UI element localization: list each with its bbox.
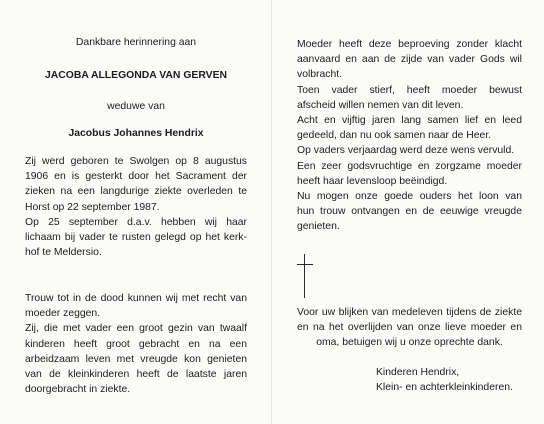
- right-page: [272, 0, 544, 424]
- bio-paragraph: [25, 154, 247, 260]
- widow-label: weduwe van: [107, 101, 165, 112]
- bio-line: Horst op 22 september 1987.: [25, 201, 160, 213]
- main-line: Een zeer godsvruchtige en zorgzame moeder: [297, 160, 522, 172]
- bio-line: lichaam bij vader te rusten gelegd op het kerk-: [25, 232, 247, 244]
- bio-line: 1906 en is gesterkt door het Sacrament der: [25, 171, 247, 183]
- main-line: afscheid willen nemen van dit leven.: [297, 99, 464, 111]
- thanks-line: Voor uw blijken van medeleven tijdens de ziekte: [297, 307, 522, 318]
- signature-line: Klein- en achterkleinkinderen.: [376, 382, 513, 394]
- thanks-line: en na het overlijden van onze lieve moeder en: [297, 322, 522, 334]
- trouw-line: Zij, die met vader een groot gezin van twaalf: [25, 323, 247, 335]
- latin-cross-icon: [294, 254, 316, 298]
- bio-line: Zij werd geboren te Swolgen op 8 augustus: [25, 156, 247, 167]
- thanks-paragraph: [297, 305, 522, 351]
- main-line: Toen vader stierf, heeft moeder bewust: [297, 84, 522, 96]
- bio-line: Op 25 september d.a.v. hebben wij haar: [25, 216, 247, 228]
- main-line: volbracht.: [297, 69, 343, 81]
- main-line: gedeeld, dan nu ook samen naar de Heer.: [297, 130, 492, 142]
- main-line: Nu mogen onze goede ouders het loon van: [297, 191, 522, 203]
- trouw-line: van de kleinkinderen heeft de laatste jaren: [25, 369, 247, 381]
- main-paragraph: [297, 37, 522, 235]
- main-line: hun trouw ontvangen en de eeuwige vreugde: [297, 206, 522, 218]
- bio-line: hof te Meldersio.: [25, 247, 102, 259]
- trouw-line: doorgebracht in ziekte.: [25, 384, 131, 396]
- deceased-name: JACOBA ALLEGONDA VAN GERVEN: [44, 70, 228, 81]
- trouw-line: moeder zeggen.: [25, 308, 101, 320]
- trouw-line: Trouw tot in de dood kunnen wij met recht van: [25, 293, 247, 304]
- spouse-name: Jacobus Johannes Hendrix: [68, 128, 204, 139]
- main-line: genieten.: [297, 221, 340, 233]
- thanks-line: oma, betuigen wij u onze oprechte dank.: [316, 337, 503, 349]
- trouw-line: arbeidzaam leven met vreugde kon genieten: [25, 353, 247, 365]
- bio-line: zieken na een langdurige ziekte overleden te: [25, 186, 247, 198]
- trouw-paragraph: [25, 291, 247, 397]
- main-line: Acht en vijftig jaren lang samen lief en leed: [297, 115, 522, 127]
- trouw-line: kinderen heeft groot gebracht en na een: [25, 338, 247, 350]
- intro-text: Dankbare herinnering aan: [75, 37, 197, 48]
- main-line: Moeder heeft deze beproeving zonder klacht: [297, 39, 522, 50]
- main-line: aanvaard en aan de zijde van vader Gods wil: [297, 54, 522, 66]
- signature-line: Kinderen Hendrix,: [376, 367, 460, 378]
- cross-stem: [304, 254, 305, 298]
- signature: [376, 365, 536, 395]
- main-line: Op vaders verjaardag werd deze wens vervuld.: [297, 145, 515, 157]
- cross-beam: [297, 264, 313, 265]
- main-line: heeft haar levensloop beëindigd.: [297, 175, 448, 187]
